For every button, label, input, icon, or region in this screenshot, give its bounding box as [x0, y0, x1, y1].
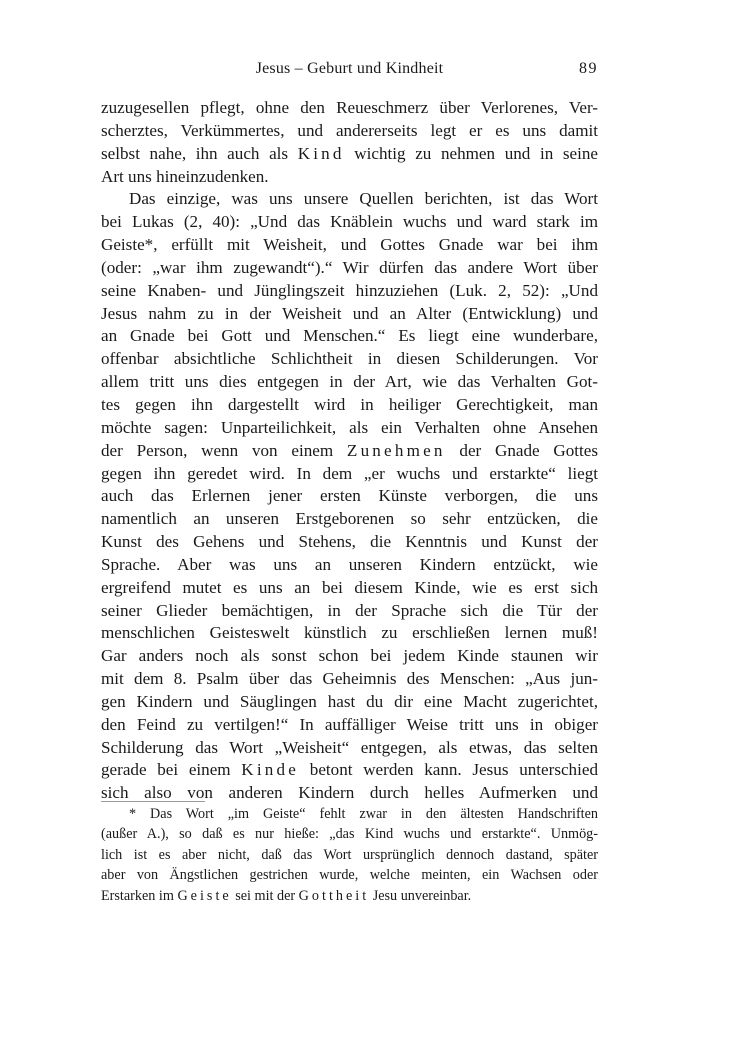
body-line [101, 371, 598, 394]
text-run: selbst nahe, ihn auch als [101, 143, 298, 163]
body-line [101, 508, 598, 531]
body-line [101, 737, 598, 760]
text-run: auch das Erlernen jener ersten Künste verborgen, die uns [101, 486, 598, 506]
text-run: gerade bei einem [101, 760, 242, 780]
text-run: Gar anders noch als sonst schon bei jedem Kinde staunen wir [101, 646, 598, 666]
running-header [101, 60, 598, 84]
text-run: sich also von anderen Kindern durch helles Aufmerken und [101, 783, 598, 803]
text-run: scherztes, Verkümmertes, und andererseits legt er es uns damit [101, 120, 598, 140]
body-line [101, 211, 598, 234]
emphasized-word: Kind [297, 143, 345, 163]
text-run: Kunst des Gehens und Stehens, die Kenntnis und Kunst der [101, 532, 598, 552]
text-run: seine Knaben- und Jünglingszeit hinzuziehen (Luk. 2, 52): „Und [101, 280, 598, 300]
footnote [101, 804, 598, 906]
text-run: lich ist es aber nicht, daß das Wort ursprünglich dennoch dastand, später [101, 846, 598, 863]
text-run: Jesus nahm zu in der Weisheit und an Alter (Entwicklung) und [101, 303, 598, 323]
text-run: seiner Glieder bemächtigen, in der Sprache sich die Tür der [101, 600, 598, 620]
body-line [101, 417, 598, 440]
body-line [101, 577, 598, 600]
body-line [101, 691, 598, 714]
body-line [101, 463, 598, 486]
text-run: wichtig zu nehmen und in seine [344, 143, 598, 163]
text-run: Geiste*, erfüllt mit Weisheit, und Gottes Gnade war bei ihm [101, 235, 598, 255]
body-line [101, 645, 598, 668]
body-line [101, 120, 598, 143]
text-run: tes gegen ihn dargestellt wird in heiliger Gerechtigkeit, man [101, 394, 598, 414]
footnote-line [101, 886, 598, 906]
body-line [101, 714, 598, 737]
text-run: bei Lukas (2, 40): „Und das Knäblein wuchs und ward stark im [101, 212, 598, 232]
footnote-line [101, 865, 598, 885]
page-number: 89 [579, 60, 598, 77]
body-line [101, 234, 598, 257]
body-line [101, 622, 598, 645]
emphasized-word: Kinde [241, 760, 300, 780]
text-run: Erstarken im [101, 887, 178, 904]
text-run: der Gnade Gottes [445, 440, 599, 460]
text-run: Sprache. Aber was uns an unseren Kindern entzückt, wie [101, 554, 598, 574]
body-line [101, 97, 598, 120]
text-run: sei mit der [231, 887, 299, 904]
body-line [101, 485, 598, 508]
body-line [101, 257, 598, 280]
text-run: menschlichen Geisteswelt künstlich zu erschließen lernen muß! [101, 623, 598, 643]
body-line [101, 668, 598, 691]
text-run: allem tritt uns dies entgegen in der Art, wie das Verhalten Got- [101, 372, 598, 392]
main-text [101, 97, 598, 805]
text-run: der Person, wenn von einem [101, 440, 347, 460]
text-run: namentlich an unseren Erstgeborenen so sehr entzücken, die [101, 509, 598, 529]
text-run: (oder: „war ihm zugewandt“).“ Wir dürfen das andere Wort über [101, 257, 598, 277]
text-run: an Gnade bei Gott und Menschen.“ Es liegt eine wunderbare, [101, 326, 598, 346]
body-line [101, 303, 598, 326]
text-run: betont werden kann. Jesus unterschied [299, 760, 598, 780]
text-run: mit dem 8. Psalm über das Geheimnis des Menschen: „Aus jun- [101, 669, 598, 689]
text-run: möchte sagen: Unparteilichkeit, als ein Verhalten ohne Ansehen [101, 417, 598, 437]
text-run: gen Kindern und Säuglingen hast du dir eine Macht zugerichtet, [101, 691, 598, 711]
emphasized-word: Zunehmen [346, 440, 446, 460]
text-run: Das einzige, was uns unsere Quellen berichten, ist das Wort [129, 189, 598, 209]
body-line [101, 166, 598, 189]
text-run: aber von Ängstlichen gestrichen wurde, welche meinten, ein Wachsen oder [101, 867, 598, 884]
text-run: ergreifend mutet es uns an bei diesem Kinde, wie es erst sich [101, 577, 598, 597]
body-line [101, 759, 598, 782]
body-line [101, 348, 598, 371]
text-run: Art uns hineinzudenken. [101, 166, 269, 186]
body-line [101, 280, 598, 303]
running-title: Jesus – Geburt und Kindheit [255, 60, 444, 77]
text-run: zuzugesellen pflegt, ohne den Reueschmerz über Verlorenes, Ver- [101, 98, 598, 117]
body-line [101, 325, 598, 348]
text-run: gegen ihn geredet wird. In dem „er wuchs und erstarkte“ liegt [101, 463, 598, 483]
text-run: Jesu unvereinbar. [369, 887, 472, 904]
footnote-line [101, 824, 598, 844]
text-run: den Feind zu vertilgen!“ In auffälliger Weise tritt uns in obiger [101, 714, 598, 734]
text-run: * Das Wort „im Geiste“ fehlt zwar in den ältesten Handschriften [129, 806, 598, 822]
emphasized-word: Gottheit [298, 887, 370, 904]
body-line [101, 143, 598, 166]
emphasized-word: Geiste [177, 887, 232, 904]
footnote-line [101, 804, 598, 824]
body-line [101, 440, 598, 463]
footnote-rule [101, 801, 205, 802]
text-run: offenbar absichtliche Schlichtheit in diesen Schilderungen. Vor [101, 349, 598, 369]
footnote-line [101, 845, 598, 865]
body-line [101, 554, 598, 577]
body-line [101, 600, 598, 623]
body-line [101, 188, 598, 211]
text-run: Schilderung das Wort „Weisheit“ entgegen, als etwas, das selten [101, 737, 598, 757]
text-run: (außer A.), so daß es nur hieße: „das Kind wuchs und erstarkte“. Unmög- [101, 826, 598, 843]
body-line [101, 394, 598, 417]
body-line [101, 531, 598, 554]
